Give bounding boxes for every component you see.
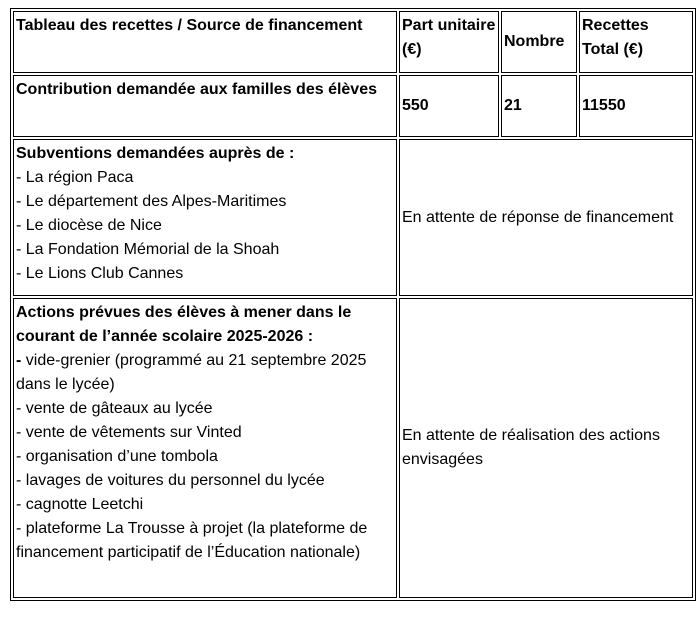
table-row-subventions — [13, 139, 693, 296]
action-item: - vente de vêtements sur Vinted — [16, 424, 242, 441]
contribution-nombre: 21 — [501, 75, 577, 137]
funding-table — [10, 8, 696, 601]
subventions-status: En attente de réponse de financement — [399, 139, 693, 296]
action-item: - lavages de voitures du personnel du lycée — [16, 472, 325, 489]
header-source: Tableau des recettes / Source de financement — [13, 11, 397, 73]
header-nombre: Nombre — [501, 11, 577, 73]
table-header-row — [13, 11, 693, 73]
actions-cell — [13, 298, 397, 598]
subvention-item: - Le Lions Club Cannes — [16, 265, 184, 282]
subvention-item: - Le diocèse de Nice — [16, 217, 162, 234]
funding-table-wrapper — [10, 8, 696, 601]
subvention-item: - La Fondation Mémorial de la Shoah — [16, 241, 280, 258]
contribution-label: Contribution demandée aux familles des élèves — [13, 75, 397, 137]
header-part-unitaire: Part unitaire (€) — [399, 11, 499, 73]
table-row-contribution — [13, 75, 693, 137]
subvention-item: - La région Paca — [16, 169, 134, 186]
subvention-item: - Le département des Alpes-Maritimes — [16, 193, 287, 210]
action-item — [16, 349, 394, 397]
action-item: - cagnotte Leetchi — [16, 496, 144, 513]
action-item-text: vide-grenier (programmé au 21 septembre 2025 dans le lycée) — [16, 352, 367, 393]
contribution-part-unitaire: 550 — [399, 75, 499, 137]
action-item: - plateforme La Trousse à projet (la plateforme de financement participatif de l’Éducation nationale) — [16, 520, 368, 561]
subventions-title: Subventions demandées auprès de : — [16, 145, 295, 162]
subventions-cell — [13, 139, 397, 296]
header-recettes-total: Recettes Total (€) — [579, 11, 693, 73]
actions-status: En attente de réalisation des actions envisagées — [399, 298, 693, 598]
action-item: - organisation d’une tombola — [16, 448, 218, 465]
action-item: - vente de gâteaux au lycée — [16, 400, 213, 417]
action-item-dash: - — [16, 352, 22, 369]
table-row-actions — [13, 298, 693, 598]
contribution-total: 11550 — [579, 75, 693, 137]
actions-title: Actions prévues des élèves à mener dans le courant de l’année scolaire 2025-2026 : — [16, 304, 352, 345]
